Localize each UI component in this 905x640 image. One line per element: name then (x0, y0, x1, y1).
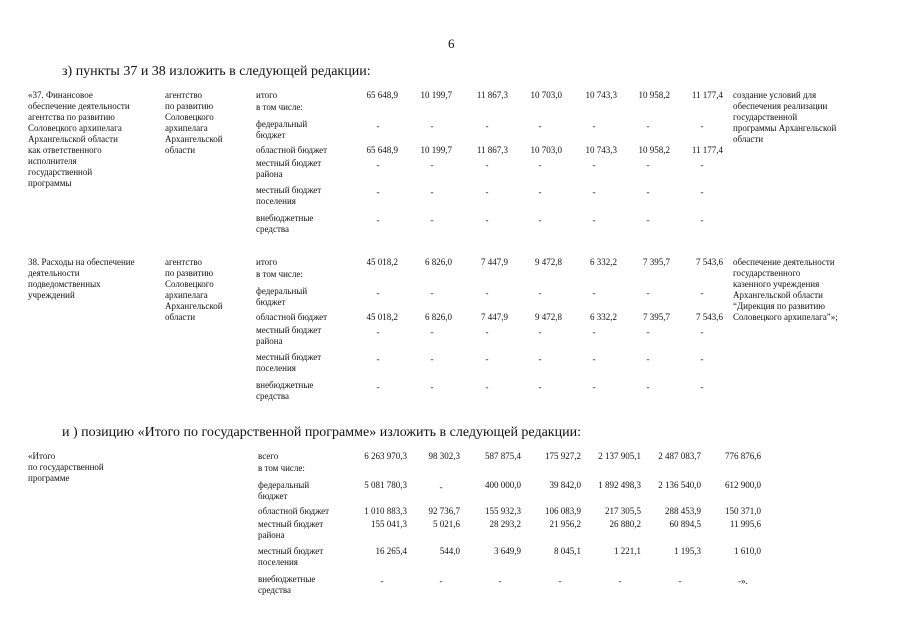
measure-name-line: подведомственных (28, 279, 101, 289)
funding-source-label: местный бюджет (258, 519, 324, 529)
amount-cell: - (538, 382, 542, 392)
funding-source-label: средства (256, 391, 290, 401)
amount-cell: - (538, 160, 542, 170)
funding-source-label: бюджет (258, 491, 288, 501)
amount-cell: 400 000,0 (485, 480, 521, 490)
measure-name-line: «Итого (28, 451, 56, 461)
amount-cell: - (376, 215, 380, 225)
amount-cell: - (376, 354, 380, 364)
measure-name-line: как ответственного (28, 145, 102, 155)
responsible-org-line: агентство (165, 257, 203, 267)
funding-source-label: итого (256, 257, 278, 267)
amount-cell: 776 876,6 (725, 451, 761, 461)
funding-source-label: внебюджетные (256, 380, 314, 390)
expected-result-line: государственного (733, 268, 801, 278)
amount-cell: - (700, 354, 704, 364)
amount-cell: 5 081 780,3 (364, 480, 407, 490)
amount-cell: 6 332,2 (590, 257, 617, 267)
expected-result-line: Соловецкого архипелага”»; (733, 312, 838, 322)
funding-source-label: федеральный (256, 286, 308, 296)
measure-name-line: программы (28, 178, 72, 188)
funding-source-label: областной бюджет (256, 312, 328, 322)
amount-cell: 217 305,5 (605, 506, 641, 516)
amount-cell: 39 842,0 (549, 480, 581, 490)
amount-cell: - (376, 187, 380, 197)
amount-cell: - (430, 327, 434, 337)
amount-cell: - (485, 382, 489, 392)
funding-source-label: района (256, 336, 283, 346)
expected-result-line: “Дирекция по развитию (733, 301, 825, 311)
amount-cell: - (538, 187, 542, 197)
amount-cell: - (485, 215, 489, 225)
amount-cell: - (592, 288, 596, 298)
amount-cell: 16 265,4 (375, 546, 407, 556)
amount-cell: - (376, 382, 380, 392)
responsible-org-line: области (165, 312, 196, 322)
amount-cell: - (485, 288, 489, 298)
amount-cell: 175 927,2 (545, 451, 581, 461)
amount-cell: - (646, 327, 650, 337)
amount-cell: - (485, 121, 489, 131)
amount-cell: 7 543,6 (696, 257, 723, 267)
amount-cell: 11 867,3 (476, 145, 508, 155)
amount-cell: 26 880,2 (609, 519, 641, 529)
expected-result-line: программы Архангельской (733, 123, 837, 133)
amount-cell: - (700, 121, 704, 131)
expected-result-line: казенного учреждения (733, 279, 820, 289)
amount-cell: 10 703,0 (530, 90, 562, 100)
amount-cell: 150 371,0 (725, 506, 761, 516)
funding-source-label: итого (256, 90, 278, 100)
funding-source-label: района (256, 169, 283, 179)
funding-source-label: местный бюджет (256, 352, 322, 362)
responsible-org-line: по развитию (165, 101, 214, 111)
amount-cell: 155 041,3 (371, 519, 407, 529)
amount-cell: 6 826,0 (425, 312, 452, 322)
amount-cell: 155 932,3 (485, 506, 521, 516)
funding-source-label: района (258, 530, 285, 540)
amount-cell: - (592, 160, 596, 170)
funding-source-label: средства (258, 585, 292, 595)
amount-cell: 7 543,6 (696, 312, 723, 322)
amount-cell: 10 958,2 (638, 145, 670, 155)
amount-cell: 1 221,1 (614, 546, 641, 556)
amount-cell: 11 995,6 (729, 519, 761, 529)
amount-cell: - (646, 288, 650, 298)
amount-cell: - (376, 160, 380, 170)
amount-cell: - (376, 121, 380, 131)
amount-cell: - (646, 121, 650, 131)
amount-cell: 21 956,2 (549, 519, 581, 529)
responsible-org-line: Соловецкого (165, 279, 214, 289)
amount-cell: - (485, 187, 489, 197)
amount-cell: - (430, 187, 434, 197)
amount-cell: 28 293,2 (489, 519, 521, 529)
amount-cell: - (376, 288, 380, 298)
expected-result-line: государственной (733, 112, 798, 122)
amount-cell: - (646, 160, 650, 170)
amount-cell: 7 447,9 (481, 257, 508, 267)
amount-cell: - (538, 354, 542, 364)
amount-cell: 5 021,6 (433, 519, 460, 529)
funding-source-label: областной бюджет (258, 506, 330, 516)
amount-cell: - (538, 121, 542, 131)
amount-cell: - (485, 354, 489, 364)
funding-source-label: бюджет (256, 130, 286, 140)
amount-cell: 9 472,8 (535, 312, 562, 322)
amount-cell: - (538, 215, 542, 225)
measure-name-line: обеспечение деятельности (28, 101, 130, 111)
amount-cell: 2 136 540,0 (658, 480, 701, 490)
expected-result-line: создание условий для (733, 90, 817, 100)
amount-cell: 10 743,3 (585, 145, 617, 155)
amount-cell: - (700, 215, 704, 225)
amount-cell: - (592, 327, 596, 337)
responsible-org-line: архипелага (165, 123, 208, 133)
responsible-org-line: Архангельской (165, 134, 223, 144)
responsible-org-line: по развитию (165, 268, 214, 278)
funding-source-label: средства (256, 224, 290, 234)
amount-cell: 1 010 883,3 (364, 506, 407, 516)
amount-cell: 288 453,9 (665, 506, 701, 516)
responsible-org-line: Архангельской (165, 301, 223, 311)
amount-cell: 10 958,2 (638, 90, 670, 100)
funding-source-label: областной бюджет (256, 145, 328, 155)
amount-cell: 65 648,9 (366, 90, 398, 100)
amount-cell: 10 199,7 (420, 145, 452, 155)
amount-cell: - (678, 576, 682, 586)
page-number: 6 (448, 36, 455, 51)
amount-cell: 7 395,7 (643, 257, 670, 267)
funding-source-label: федеральный (256, 119, 308, 129)
measure-name-line: агентства по развитию (28, 112, 115, 122)
amount-cell: - (646, 187, 650, 197)
funding-source-label: местный бюджет (256, 325, 322, 335)
amount-cell: - (485, 327, 489, 337)
amount-cell: - (618, 576, 622, 586)
amount-cell: - (380, 576, 384, 586)
amount-cell: 106 083,9 (545, 506, 581, 516)
amount-cell: - (700, 327, 704, 337)
funding-source-label: в том числе: (258, 463, 305, 473)
amount-cell: - (646, 382, 650, 392)
measure-name-line: государственной (28, 167, 93, 177)
section-heading-z: з) пункты 37 и 38 изложить в следующей редакции: (62, 64, 371, 79)
amount-cell: 11 177,4 (691, 90, 723, 100)
amount-cell: - (700, 160, 704, 170)
responsible-org-line: Соловецкого (165, 112, 214, 122)
amount-cell: - (439, 482, 443, 492)
measure-name-line: программе (28, 473, 70, 483)
funding-source-label: местный бюджет (256, 185, 322, 195)
amount-cell: 60 894,5 (669, 519, 701, 529)
funding-source-label: местный бюджет (256, 158, 322, 168)
funding-source-label: внебюджетные (258, 574, 316, 584)
amount-cell: - (430, 215, 434, 225)
funding-source-label: всего (258, 451, 279, 461)
amount-cell: 544,0 (439, 546, 460, 556)
expected-result-line: обеспечения реализации (733, 101, 828, 111)
measure-name-line: деятельности (28, 268, 80, 278)
funding-source-label: федеральный (258, 480, 310, 490)
amount-cell: - (430, 382, 434, 392)
amount-cell: - (646, 215, 650, 225)
amount-cell: 10 743,3 (585, 90, 617, 100)
responsible-org-line: архипелага (165, 290, 208, 300)
amount-cell: - (700, 187, 704, 197)
amount-cell: 587 875,4 (485, 451, 521, 461)
funding-source-label: местный бюджет (258, 546, 324, 556)
amount-cell: 11 867,3 (476, 90, 508, 100)
funding-source-label: в том числе: (256, 102, 303, 112)
section-heading-i: и ) позицию «Итого по государственной программе» изложить в следующей редакции: (62, 425, 581, 440)
expected-result-line: обеспечение деятельности (733, 257, 835, 267)
measure-name-line: 38. Расходы на обеспечение (28, 257, 135, 267)
amount-cell: 1 195,3 (674, 546, 701, 556)
amount-cell: - (430, 354, 434, 364)
amount-cell: 45 018,2 (366, 257, 398, 267)
amount-cell: - (700, 382, 704, 392)
amount-cell: - (592, 215, 596, 225)
amount-cell: - (592, 187, 596, 197)
amount-cell: 1 892 498,3 (598, 480, 641, 490)
measure-name-line: «37. Финансовое (28, 90, 93, 100)
amount-cell: 2 137 905,1 (598, 451, 641, 461)
amount-cell: 98 302,3 (428, 451, 460, 461)
amount-cell: - (592, 354, 596, 364)
measure-name-line: по государственной (28, 462, 104, 472)
funding-source-label: поселения (256, 196, 296, 206)
expected-result-line: Архангельской области (733, 290, 823, 300)
amount-cell: - (498, 576, 502, 586)
amount-cell: 6 826,0 (425, 257, 452, 267)
measure-name-line: Архангельской области (28, 134, 118, 144)
amount-cell: - (538, 327, 542, 337)
amount-cell: - (646, 354, 650, 364)
amount-cell: 45 018,2 (366, 312, 398, 322)
measure-name-line: Соловецкого архипелага (28, 123, 122, 133)
amount-cell: - (558, 576, 562, 586)
amount-cell: 65 648,9 (366, 145, 398, 155)
measure-name-line: учреждений (28, 290, 75, 300)
amount-cell: 8 045,1 (554, 546, 581, 556)
amount-cell: - (700, 288, 704, 298)
amount-cell: 10 703,0 (530, 145, 562, 155)
amount-cell: - (538, 288, 542, 298)
funding-source-label: в том числе: (256, 269, 303, 279)
amount-cell: - (430, 121, 434, 131)
amount-cell: - (430, 160, 434, 170)
amount-cell: - (376, 327, 380, 337)
amount-cell: -». (738, 576, 748, 586)
expected-result-line: области (733, 134, 764, 144)
amount-cell: - (592, 382, 596, 392)
amount-cell: 6 332,2 (590, 312, 617, 322)
funding-source-label: поселения (256, 363, 296, 373)
funding-source-label: бюджет (256, 297, 286, 307)
amount-cell: 6 263 970,3 (364, 451, 407, 461)
amount-cell: - (485, 160, 489, 170)
amount-cell: - (430, 288, 434, 298)
amount-cell: 1 610,0 (734, 546, 761, 556)
responsible-org-line: области (165, 145, 196, 155)
amount-cell: 10 199,7 (420, 90, 452, 100)
measure-name-line: исполнителя (28, 156, 77, 166)
amount-cell: 3 649,9 (494, 546, 521, 556)
amount-cell: 9 472,8 (535, 257, 562, 267)
amount-cell: 612 900,0 (725, 480, 761, 490)
amount-cell: 7 395,7 (643, 312, 670, 322)
funding-source-label: поселения (258, 557, 298, 567)
amount-cell: 11 177,4 (691, 145, 723, 155)
responsible-org-line: агентство (165, 90, 203, 100)
amount-cell: 2 487 083,7 (658, 451, 701, 461)
funding-source-label: внебюджетные (256, 213, 314, 223)
amount-cell: 92 736,7 (428, 506, 460, 516)
amount-cell: - (439, 576, 443, 586)
amount-cell: 7 447,9 (481, 312, 508, 322)
amount-cell: - (592, 121, 596, 131)
